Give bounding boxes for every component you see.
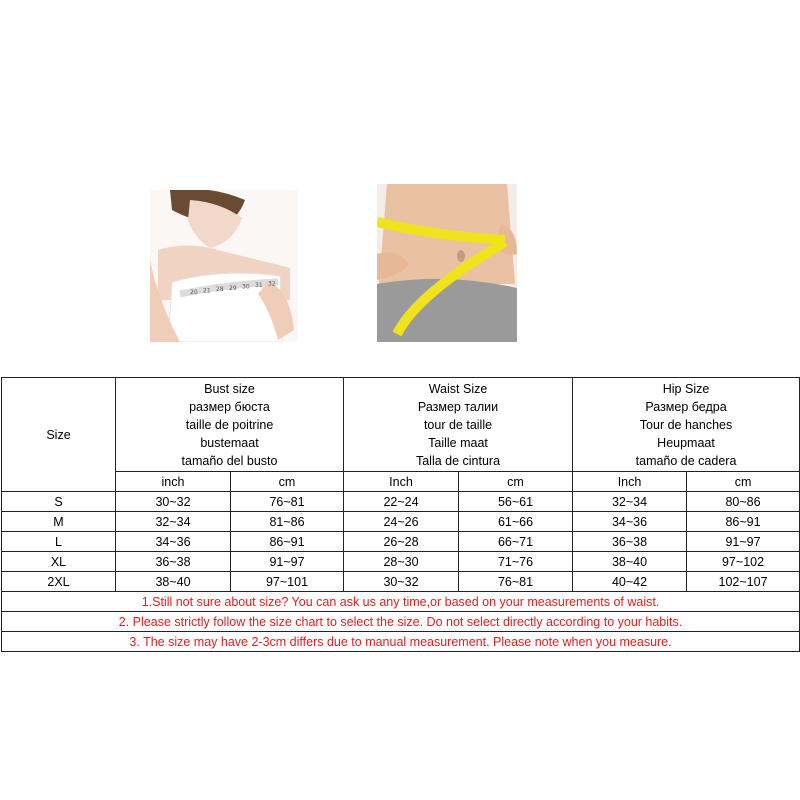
table-cell: 32~34 bbox=[573, 492, 687, 512]
size-column-header: Size bbox=[2, 378, 116, 492]
tape-number: 20 bbox=[190, 289, 198, 296]
table-cell: 56~61 bbox=[459, 492, 573, 512]
table-cell: 97~101 bbox=[231, 572, 344, 592]
table-cell: 80~86 bbox=[687, 492, 800, 512]
hip-size-header bbox=[573, 378, 800, 472]
table-row bbox=[2, 512, 800, 532]
waist-measurement-photo bbox=[377, 184, 517, 342]
size-chart-table bbox=[1, 377, 800, 652]
unit-cell: cm bbox=[687, 472, 800, 492]
bust-size-header bbox=[116, 378, 344, 472]
tape-number: 29 bbox=[229, 284, 237, 292]
table-cell: 34~36 bbox=[573, 512, 687, 532]
tape-number: 30 bbox=[242, 283, 250, 291]
header-line: Bust size bbox=[204, 381, 255, 396]
size-label: M bbox=[2, 512, 116, 532]
note-row bbox=[2, 592, 800, 612]
header-line: Tour de hanches bbox=[639, 417, 733, 432]
table-cell: 28~30 bbox=[344, 552, 459, 572]
table-cell: 36~38 bbox=[573, 532, 687, 552]
table-cell: 26~28 bbox=[344, 532, 459, 552]
tape-number: 28 bbox=[216, 286, 224, 294]
header-line: taille de poitrine bbox=[185, 417, 274, 432]
table-cell: 36~38 bbox=[116, 552, 231, 572]
table-row bbox=[2, 532, 800, 552]
header-line: размер бюста bbox=[189, 399, 270, 414]
header-line: tour de taille bbox=[423, 417, 493, 432]
table-cell: 86~91 bbox=[231, 532, 344, 552]
table-cell: 61~66 bbox=[459, 512, 573, 532]
header-line: tamaño del busto bbox=[181, 453, 278, 468]
tape-number: 31 bbox=[255, 282, 263, 289]
size-note: 1.Still not sure about size? You can ask us any time,or based on your measurements of waist. bbox=[2, 592, 800, 612]
header-line: Taille maat bbox=[428, 435, 488, 450]
header-line: Размер талии bbox=[417, 399, 499, 414]
table-cell: 24~26 bbox=[344, 512, 459, 532]
table-cell: 38~40 bbox=[573, 552, 687, 572]
header-line: Talla de cintura bbox=[415, 453, 501, 468]
header-line: tamaño de cadera bbox=[635, 453, 737, 468]
table-cell: 76~81 bbox=[231, 492, 344, 512]
header-line: Waist Size bbox=[428, 381, 488, 396]
size-note: 2. Please strictly follow the size chart to select the size. Do not select directly according to your habits. bbox=[2, 612, 800, 632]
note-row bbox=[2, 612, 800, 632]
note-row bbox=[2, 632, 800, 652]
size-label: XL bbox=[2, 552, 116, 572]
table-row bbox=[2, 492, 800, 512]
unit-cell: cm bbox=[231, 472, 344, 492]
size-label: L bbox=[2, 532, 116, 552]
table-cell: 97~102 bbox=[687, 552, 800, 572]
table-cell: 40~42 bbox=[573, 572, 687, 592]
table-cell: 34~36 bbox=[116, 532, 231, 552]
table-cell: 30~32 bbox=[116, 492, 231, 512]
bust-photo-illustration bbox=[150, 190, 298, 342]
table-cell: 38~40 bbox=[116, 572, 231, 592]
header-line: Heupmaat bbox=[657, 435, 715, 450]
table-cell: 91~97 bbox=[687, 532, 800, 552]
table-cell: 32~34 bbox=[116, 512, 231, 532]
table-cell: 102~107 bbox=[687, 572, 800, 592]
header-line: Hip Size bbox=[662, 381, 710, 396]
size-label: S bbox=[2, 492, 116, 512]
unit-cell: Inch bbox=[573, 472, 687, 492]
size-note: 3. The size may have 2-3cm differs due to manual measurement. Please note when you measure. bbox=[2, 632, 800, 652]
table-cell: 30~32 bbox=[344, 572, 459, 592]
bust-measurement-photo bbox=[150, 190, 298, 342]
table-row bbox=[2, 572, 800, 592]
waist-size-header bbox=[344, 378, 573, 472]
table-cell: 86~91 bbox=[687, 512, 800, 532]
table-row bbox=[2, 552, 800, 572]
unit-cell: cm bbox=[459, 472, 573, 492]
tape-number: 21 bbox=[203, 287, 211, 295]
table-cell: 76~81 bbox=[459, 572, 573, 592]
header-line: bustemaat bbox=[200, 435, 259, 450]
size-label: 2XL bbox=[2, 572, 116, 592]
table-header-row bbox=[2, 378, 800, 472]
table-cell: 22~24 bbox=[344, 492, 459, 512]
waist-photo-illustration bbox=[377, 184, 517, 342]
unit-cell: inch bbox=[116, 472, 231, 492]
unit-cell: Inch bbox=[344, 472, 459, 492]
table-cell: 71~76 bbox=[459, 552, 573, 572]
header-line: Размер бедра bbox=[645, 399, 727, 414]
unit-row bbox=[2, 472, 800, 492]
table-cell: 81~86 bbox=[231, 512, 344, 532]
table-cell: 66~71 bbox=[459, 532, 573, 552]
table-cell: 91~97 bbox=[231, 552, 344, 572]
tape-number: 32 bbox=[268, 280, 276, 288]
